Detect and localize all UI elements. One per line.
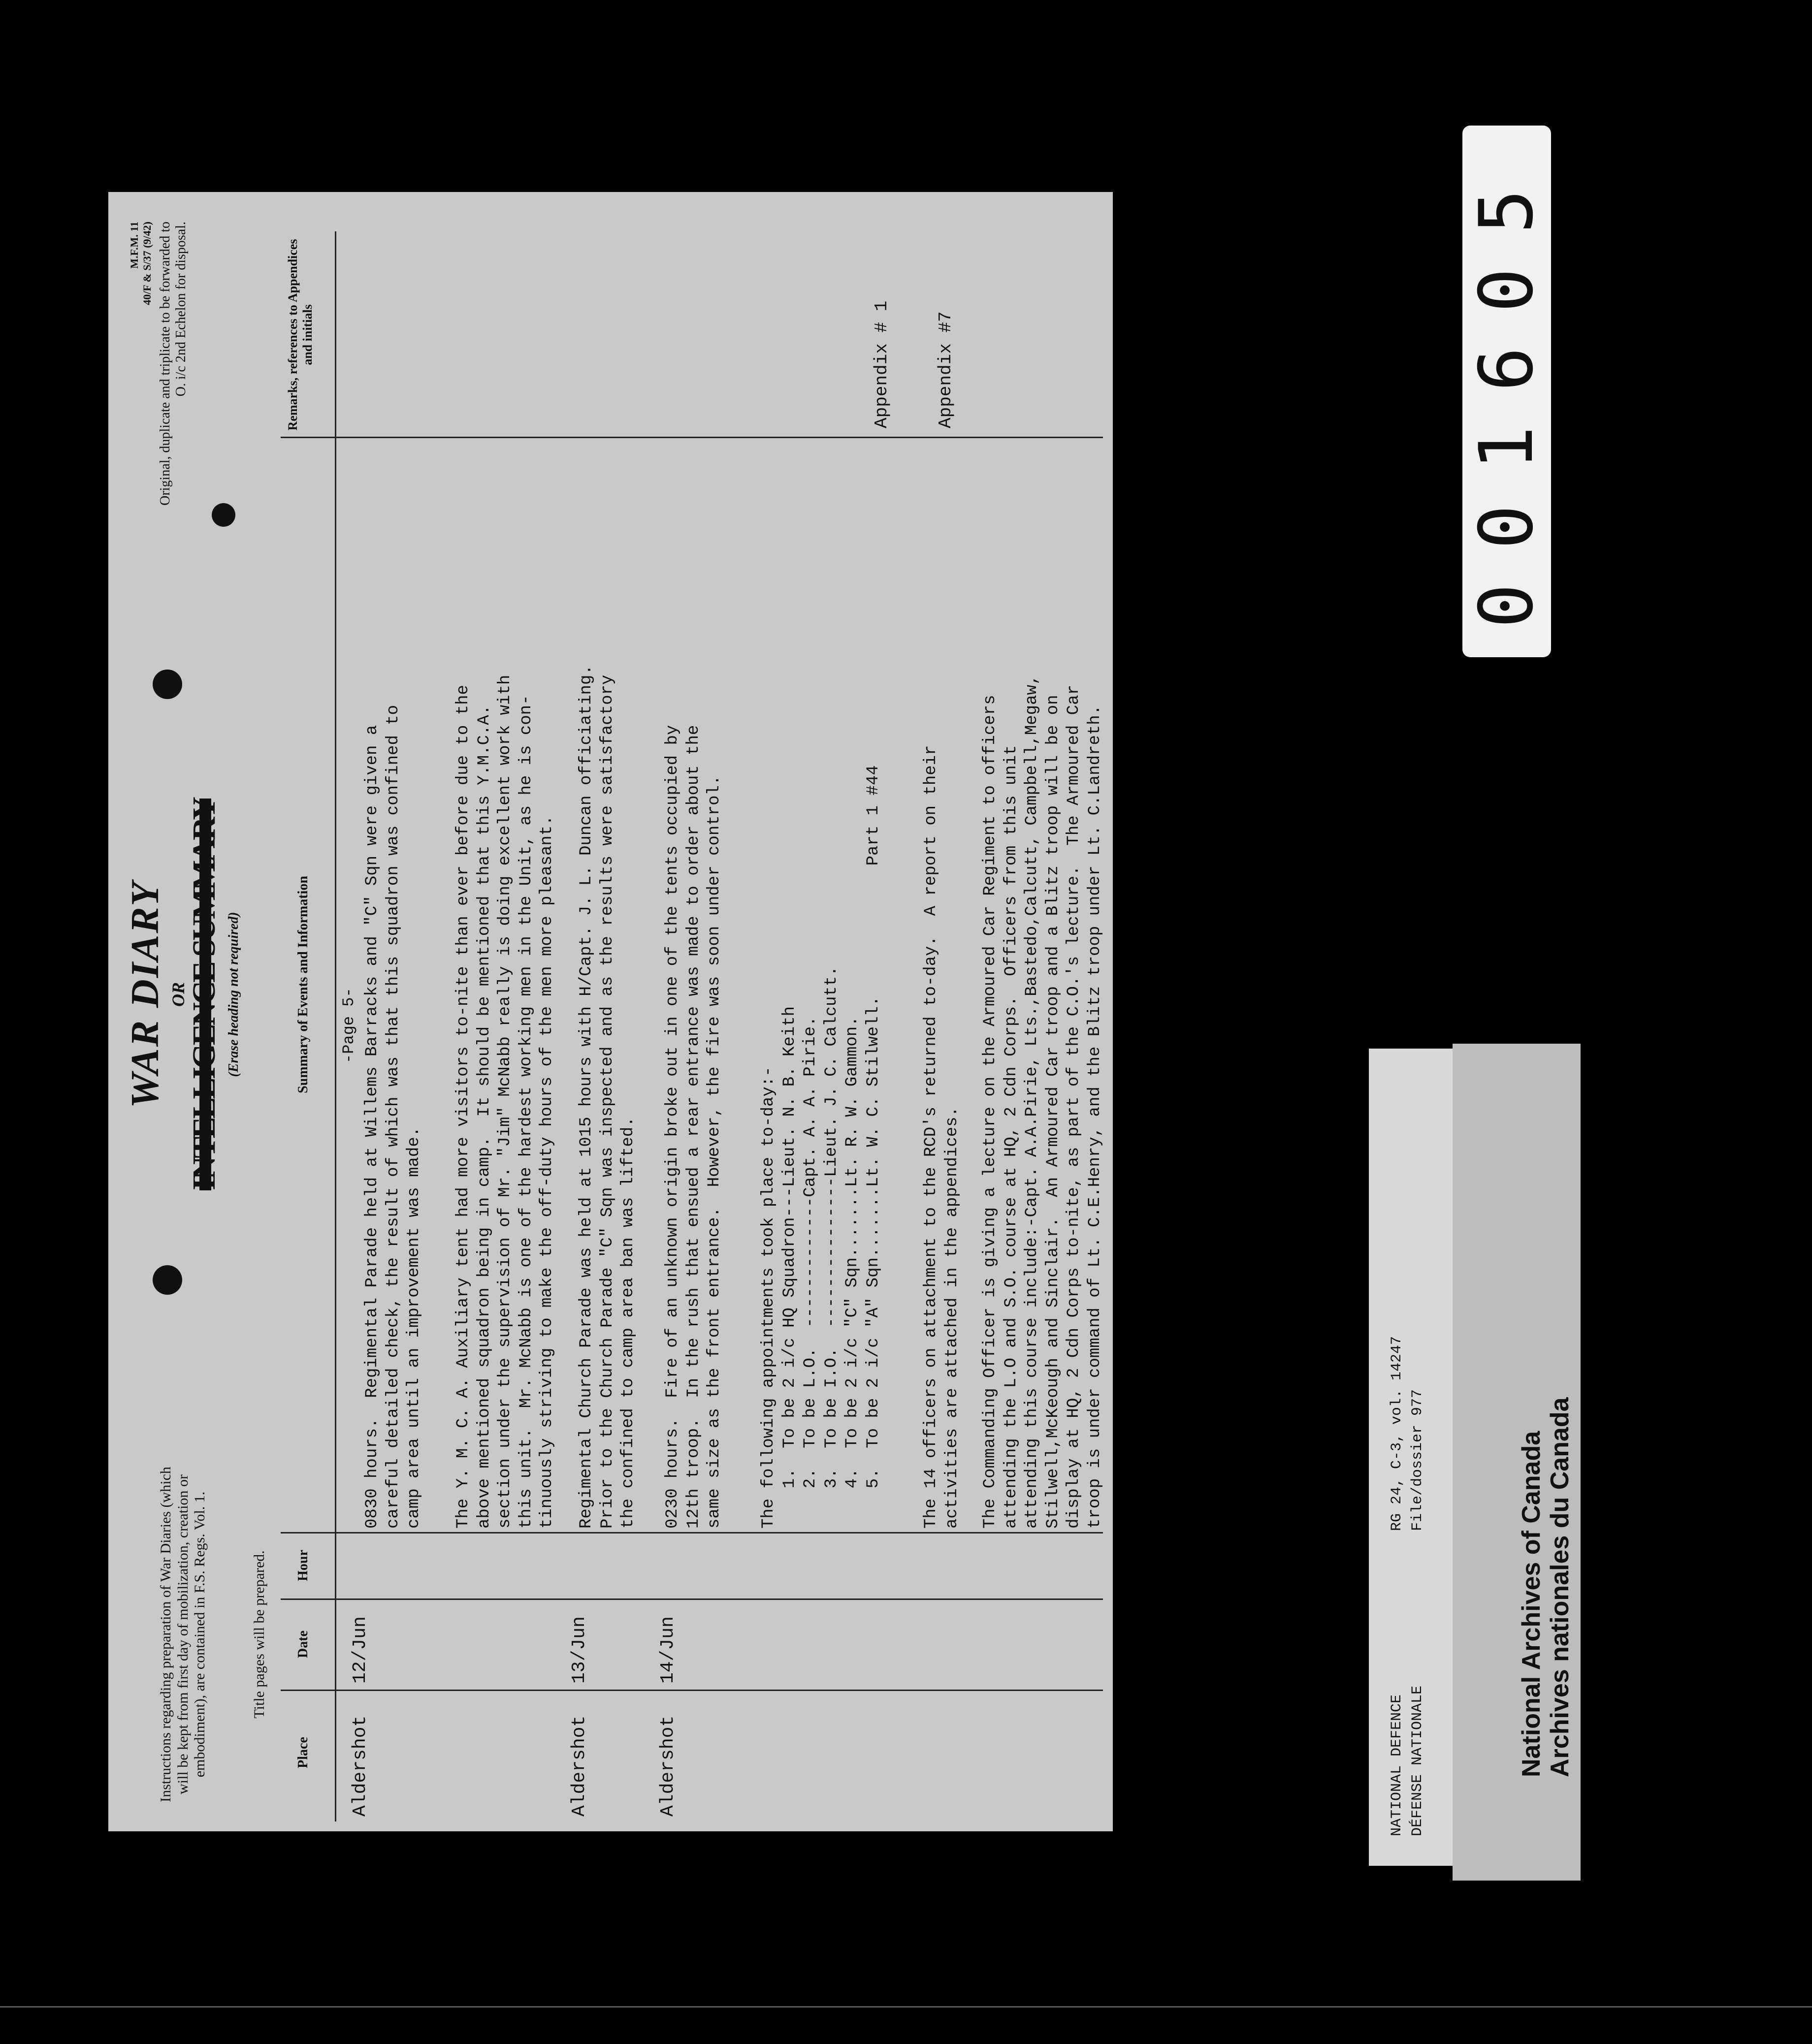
entry-text: The Commanding Officer is giving a lecture on the Armoured Car Regiment to officers attending the L.O and S.O. course at HQ, 2 Cdn Corps. Officers from this unit attending this course include:-Capt. A.A.Pirie, Lts.,Bastedo,Calcutt, Campbell,Megaw, Stilwell,McKeough and Sinclair. An Armoured Car troop and a Blitz troop will be on display at HQ, 2 Cdn Corps to-nite, as part of the C.O.'s lecture. The Armoured Car troop is under command of Lt. C.E.Henry, and the Blitz troop under Lt. C.Landreth. xyxy=(981,674,1104,1529)
column-divider xyxy=(281,1690,1103,1691)
distribution-note: Original, duplicate and triplicate to be forwarded to O. i/c 2nd Echelon for disposal. xyxy=(158,222,189,506)
title-block xyxy=(123,748,242,1241)
title-pages-note: Title pages will be prepared. xyxy=(251,1550,267,1719)
department-fr: DÉFENSE NATIONALE xyxy=(1409,1685,1426,1836)
row-place: Aldershot xyxy=(350,1715,371,1817)
entry-text: The 14 officers on attachment to the RCD's returned to-day. A report on their activities are attached in the appendices. xyxy=(922,745,962,1529)
war-diary-sheet xyxy=(108,192,1113,1831)
department-en: NATIONAL DEFENCE xyxy=(1389,1694,1405,1836)
frame-number: 001605 xyxy=(1464,155,1550,628)
column-header-place: Place xyxy=(295,1737,311,1768)
column-header-summary: Summary of Events and Information xyxy=(295,876,311,1093)
form-identifier xyxy=(128,222,154,305)
column-divider xyxy=(281,437,1103,438)
file-label xyxy=(1369,1049,1453,1866)
war-diary-form xyxy=(108,192,1113,1831)
form-title: WAR DIARY xyxy=(124,881,167,1108)
frame-number-tag xyxy=(1462,126,1551,657)
archives-name-fr: Archives nationales du Canada xyxy=(1546,1397,1574,1777)
entry-text: 0830 hours. Regimental Parade held at Willems Barracks and "C" Sqn were given a careful detailed check, the result of which was that this squadron was confined to camp area until an improvement was made. xyxy=(363,704,423,1529)
form-number: M.F.M. 11 xyxy=(128,222,140,269)
column-divider xyxy=(281,1532,1103,1533)
row-place: Aldershot xyxy=(569,1715,590,1817)
archives-label-strip xyxy=(1453,1044,1581,1881)
row-date: 12/Jun xyxy=(350,1616,371,1684)
entry-text: The Y. M. C. A. Auxiliary tent had more visitors to-nite than ever before due to the above mentioned squadron being in camp. It should be mentioned that this Y.M.C.A. section under the supervision of Mr. "Jim" McNabb really is doing excellent work with this unit. Mr. McNabb is one of the hardest working men in the Unit, as he is con- tinuously striving to make the off-duty hours of the men more pleasant. xyxy=(454,674,556,1529)
entry-text: The following appointments took place to-day:- 1. To be 2 i/c HQ Squadron---Lieut. N. B. Keith 2. To be L.O. -------------Capt. A. A. Pirie. 3. To be I.O. ---------------Lieut. J. C. Calcutt. 4. To be 2 i/c "C" Sqn.......Lt. R. W. Gammon. 5. To be 2 i/c "A" Sqn.......Lt. W. C. Stilwell. Part 1 #44 xyxy=(759,765,883,1529)
record-group-reference: RG 24, C-3, vol. 14247 xyxy=(1389,1336,1405,1531)
header-rule-remarks xyxy=(335,231,336,438)
punch-hole-dot xyxy=(153,670,182,699)
struck-heading: INTELLIGENCE SUMMARY xyxy=(186,798,222,1190)
appendix-reference: Appendix #7 xyxy=(936,311,956,428)
row-date: 13/Jun xyxy=(569,1616,590,1684)
column-header-hour: Hour xyxy=(295,1550,311,1581)
entry-text: 0230 hours. Fire of an unknown origin broke out in one of the tents occupied by 12th troop. In the rush that ensued a rear entrance was made to order about the same size as the front entrance. However, the fire was soon under control. xyxy=(663,725,724,1529)
entry-text: Regimental Church Parade was held at 1015 hours with H/Capt. J. L. Duncan officiating. Prior to the Church Parade "C" Sqn was inspected and as the results were satisfactory the confined to camp area ban was lifted. xyxy=(577,665,638,1529)
archives-name-en: National Archives of Canada xyxy=(1517,1431,1546,1777)
punch-hole-dot xyxy=(153,1265,182,1295)
frame-number-plate xyxy=(1462,126,1551,657)
row-place: Aldershot xyxy=(657,1715,679,1817)
column-header-date: Date xyxy=(295,1630,311,1658)
row-date: 14/Jun xyxy=(657,1616,679,1684)
erase-heading-note: (Erase heading not required) xyxy=(226,912,241,1077)
form-title-or: OR xyxy=(168,982,188,1007)
header-rule xyxy=(335,438,336,1821)
page-number: -Page 5- xyxy=(340,988,358,1063)
column-divider xyxy=(281,1598,1103,1600)
file-label-strip xyxy=(1369,1049,1453,1866)
column-header-remarks: Remarks, references to Appendices and initials xyxy=(286,239,315,431)
form-code: 40/F & S/37 (9/42) xyxy=(141,222,154,305)
scan-edge-line xyxy=(0,2006,1812,2008)
archives-label xyxy=(1453,1044,1581,1881)
appendix-reference: Appendix # 1 xyxy=(872,300,892,428)
file-dossier-reference: File/dossier 977 xyxy=(1409,1389,1426,1531)
punch-hole-dot xyxy=(212,503,235,527)
instructions-note: Instructions regarding preparation of War Diaries (which will be kept from first day of mobilization, creation or embodiment), are contained in F.S. Regs. Vol. 1. xyxy=(158,1467,208,1802)
